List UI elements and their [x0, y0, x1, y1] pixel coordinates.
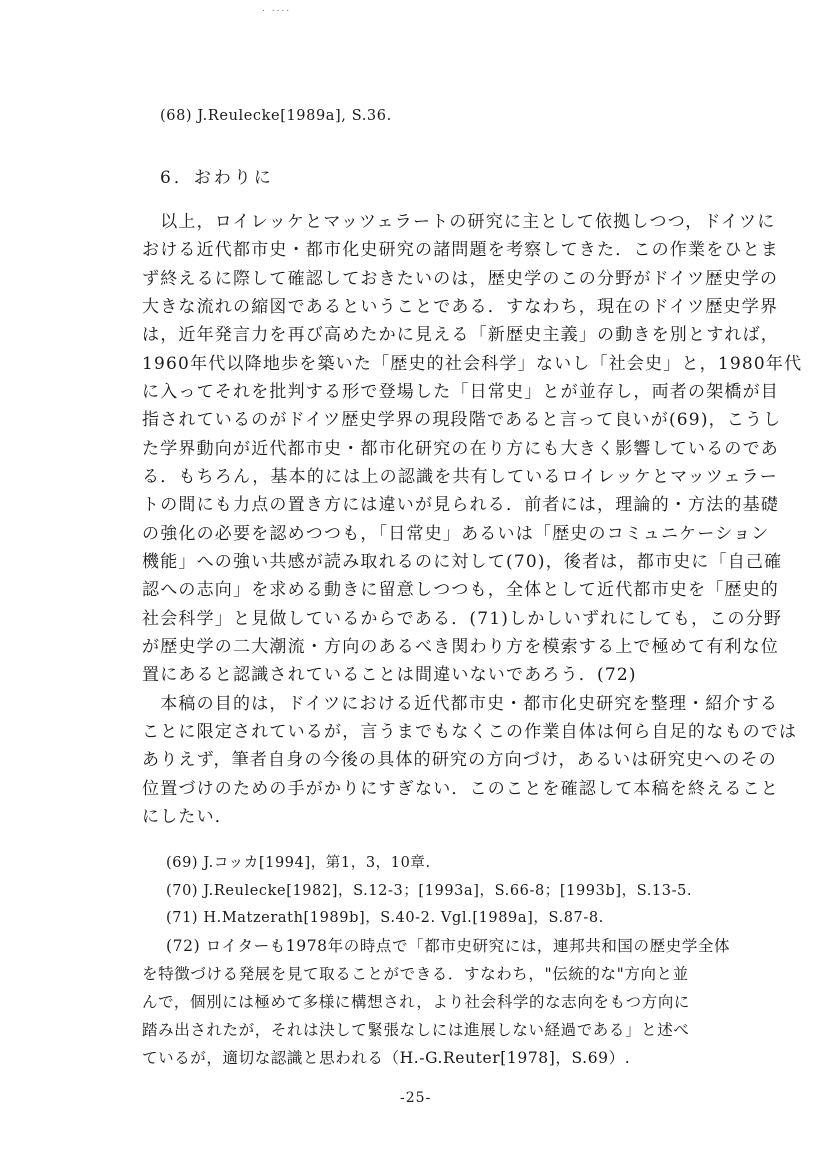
body-line: 置にあると認識されていることは間違いないであろう．(72): [142, 665, 637, 685]
body-line: 認への志向」を求める動きに留意しつつも，全体として近代都市史を「歴史的: [142, 580, 779, 600]
body-line: 社会科学」と見做しているからである．(71)しかしいずれにしても，この分野: [142, 609, 783, 629]
section-heading: 6．おわりに: [160, 168, 274, 188]
body-line: の強化の必要を認めつつも，「日常史」あるいは「歴史のコミュニケーション: [142, 524, 770, 544]
footnote-71: (71) H.Matzerath[1989b]，S.40-2. Vgl.[1989a]，S.87-8.: [166, 910, 604, 926]
body-line: 以上，ロイレッケとマッツェラートの研究に主として依拠しつつ，ドイツに: [142, 212, 776, 232]
footnote-72-cont: ているが，適切な認識と思われる（H.-G.Reuter[1978]，S.69）.: [142, 1049, 631, 1067]
footnote-72-cont: 踏み出されたが，それは決して緊張なしには進展しない経過である」と述べ: [142, 1021, 690, 1039]
body-line: は，近年発言力を再び高めたかに見える「新歴史主義」の動きを別とすれば，: [142, 325, 779, 345]
body-line: が歴史学の二大潮流・方向のあるべき関わり方を模索する上で極めて有利な位: [142, 637, 779, 657]
footnote-69: (69) J.コッカ[1994]，第1，3，10章.: [166, 855, 431, 871]
body-line: 本稿の目的は，ドイツにおける近代都市史・都市化史研究を整理・紹介する: [142, 694, 779, 714]
footnote-72-cont: んで，個別には極めて多様に構想され，より社会科学的な志向をもつ方向に: [142, 993, 691, 1011]
body-line: 機能」への強い共感が読み取れるのに対して(70)，後者は，都市史に「自己確: [142, 552, 783, 572]
body-line: ず終えるに際して確認しておきたいのは，歴史学のこの分野がドイツ歴史学の: [142, 269, 779, 289]
page-number: -25-: [400, 1090, 432, 1106]
body-line: に入ってそれを批判する形で登場した「日常史」とが並存し，両者の架橋が目: [142, 382, 779, 402]
body-line: にしたい．: [142, 807, 233, 827]
body-line: 位置づけのための手がかりにすぎない．このことを確認して本稿を終えること: [142, 779, 779, 799]
body-line: 指されているのがドイツ歴史学界の現段階であると言って良いが(69)，こうし: [142, 410, 782, 430]
body-line: 1960年代以降地歩を築いた「歴史的社会科学」ないし「社会史」と，1980年代: [142, 354, 803, 374]
footnote-72: (72) ロイターも1978年の時点で「都市史研究には，連邦共和国の歴史学全体: [166, 937, 731, 955]
body-line: 大きな流れの縮図であるということである．すなわち，現在のドイツ歴史学界: [142, 297, 779, 317]
footnote-72-cont: を特徴づける発展を見て取ることができる．すなわち，"伝統的な"方向と並: [142, 965, 689, 983]
body-line: トの間にも力点の置き方には違いが見られる．前者には，理論的・方法的基礎: [142, 495, 779, 515]
body-line: ありえず，筆者自身の今後の具体的研究の方向づけ，あるいは研究史へのその: [142, 750, 777, 770]
body-line: た学界動向が近代都市史・都市化研究の在り方にも大きく影響しているのであ: [142, 439, 779, 459]
footnote-70: (70) J.Reulecke[1982]，S.12-3；[1993a]，S.66-8；[1993b]，S.13-5.: [166, 883, 693, 899]
body-line: る．もちろん，基本的には上の認識を共有しているロイレッケとマッツェラー: [142, 467, 778, 487]
body-line: おける近代都市史・都市化史研究の諸問題を考察してきた．この作業をひとま: [142, 240, 779, 260]
body-line: ことに限定されているが，言うまでもなくこの作業自体は何ら自足的なものでは: [142, 722, 798, 742]
footnote-68: (68) J.Reulecke[1989a], S.36.: [160, 108, 392, 124]
scan-marks: . ....: [262, 4, 292, 14]
